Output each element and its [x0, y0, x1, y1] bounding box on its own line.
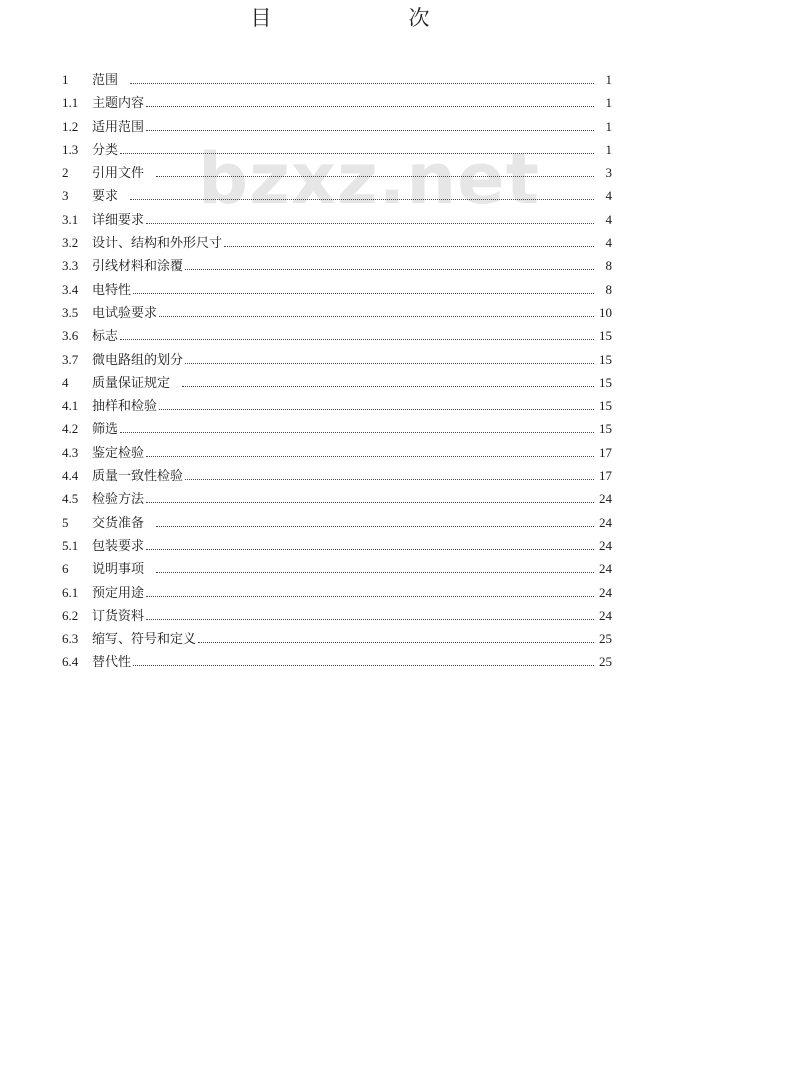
- toc-entry-page: 25: [599, 631, 612, 647]
- dot-leader: [156, 526, 594, 527]
- toc-entry: [62, 68, 612, 91]
- toc-entry-page: 10: [599, 304, 612, 320]
- toc-entry-title: 引线材料和涂覆: [92, 259, 184, 275]
- toc-entry-number: 6.2: [62, 607, 79, 623]
- toc-entry-title: 引用文件: [92, 166, 145, 182]
- dot-leader: [130, 199, 594, 200]
- dot-leader: [130, 83, 594, 84]
- toc-entry-page: 1: [605, 95, 612, 111]
- dot-leader: [146, 106, 594, 107]
- toc-entry-page: 1: [605, 141, 612, 157]
- table-of-contents: [62, 68, 612, 674]
- toc-entry-page: 24: [599, 584, 612, 600]
- toc-entry-number: 4.5: [62, 491, 79, 507]
- toc-entry-number: 4.2: [62, 421, 79, 437]
- dot-leader: [159, 409, 594, 410]
- toc-entry: [62, 394, 612, 417]
- dot-leader: [146, 596, 594, 597]
- toc-entry-number: 1: [62, 72, 69, 87]
- toc-entry-page: 17: [599, 444, 612, 460]
- toc-entry-page: 17: [599, 468, 612, 484]
- dot-leader: [198, 642, 594, 643]
- toc-entry: [62, 487, 612, 510]
- toc-entry-title: 电特性: [92, 282, 132, 298]
- toc-entry-title: 说明事项: [92, 562, 145, 578]
- toc-entry-page: 4: [605, 211, 612, 227]
- toc-entry-number: 3.4: [62, 281, 79, 297]
- toc-entry-number: 3.5: [62, 304, 79, 320]
- toc-entry-page: 1: [605, 72, 612, 87]
- toc-entry-page: 25: [599, 654, 612, 670]
- toc-entry-number: 3.7: [62, 351, 79, 367]
- toc-entry-number: 3.6: [62, 328, 79, 344]
- dot-leader: [156, 176, 594, 177]
- toc-entry-title: 质量保证规定: [92, 375, 171, 391]
- toc-entry: [62, 417, 612, 440]
- toc-entry-number: 6.4: [62, 654, 79, 670]
- dot-leader: [146, 549, 594, 550]
- toc-entry-number: 3: [62, 188, 69, 204]
- toc-entry-title: 抽样和检验: [92, 399, 158, 415]
- toc-entry: [62, 348, 612, 371]
- toc-entry-page: 24: [599, 514, 612, 530]
- toc-entry: [62, 138, 612, 161]
- toc-entry-page: 15: [599, 398, 612, 414]
- toc-entry-number: 4: [62, 374, 69, 390]
- toc-entry: [62, 511, 612, 534]
- toc-entry: [62, 371, 612, 394]
- dot-leader: [156, 572, 594, 573]
- toc-entry-title: 替代性: [92, 655, 132, 671]
- toc-entry-number: 5.1: [62, 537, 79, 553]
- toc-entry: [62, 115, 612, 138]
- toc-entry: [62, 441, 612, 464]
- toc-entry-title: 电试验要求: [92, 305, 158, 321]
- toc-entry: [62, 208, 612, 231]
- dot-leader: [185, 479, 594, 480]
- page-title: 目 次: [250, 6, 488, 30]
- toc-entry-page: 24: [599, 491, 612, 507]
- dot-leader: [185, 269, 594, 270]
- dot-leader: [185, 363, 594, 364]
- dot-leader: [120, 432, 594, 433]
- toc-entry-title: 分类: [92, 142, 119, 158]
- toc-entry: [62, 324, 612, 347]
- toc-entry: [62, 604, 612, 627]
- dot-leader: [146, 619, 594, 620]
- toc-entry-page: 15: [599, 374, 612, 390]
- toc-entry: [62, 231, 612, 254]
- toc-entry-number: 6.1: [62, 584, 79, 600]
- dot-leader: [120, 153, 594, 154]
- toc-entry-page: 4: [605, 188, 612, 204]
- dot-leader: [146, 456, 594, 457]
- toc-entry: [62, 254, 612, 277]
- toc-entry: [62, 557, 612, 580]
- toc-entry-title: 订货资料: [92, 608, 145, 624]
- toc-entry-title: 质量一致性检验: [92, 469, 184, 485]
- toc-entry-title: 主题内容: [92, 96, 145, 112]
- toc-entry-page: 15: [599, 351, 612, 367]
- toc-entry-page: 15: [599, 421, 612, 437]
- toc-entry-number: 4.3: [62, 444, 79, 460]
- dot-leader: [133, 665, 594, 666]
- toc-entry-title: 鉴定检验: [92, 445, 145, 461]
- toc-entry: [62, 91, 612, 114]
- toc-entry-number: 1.2: [62, 118, 79, 134]
- toc-entry-page: 3: [605, 165, 612, 181]
- toc-entry-page: 24: [599, 561, 612, 577]
- toc-entry-title: 标志: [92, 329, 119, 345]
- toc-entry: [62, 581, 612, 604]
- toc-entry-page: 4: [605, 235, 612, 251]
- toc-entry-title: 要求: [92, 189, 119, 205]
- toc-entry-title: 检验方法: [92, 492, 145, 508]
- toc-entry-number: 3.1: [62, 211, 79, 227]
- dot-leader: [159, 316, 594, 317]
- toc-entry-number: 6.3: [62, 631, 79, 647]
- toc-entry-number: 1.3: [62, 141, 79, 157]
- dot-leader: [120, 339, 594, 340]
- toc-entry-number: 6: [62, 561, 69, 577]
- toc-entry-page: 24: [599, 537, 612, 553]
- toc-entry: [62, 278, 612, 301]
- toc-entry-page: 24: [599, 607, 612, 623]
- toc-entry: [62, 301, 612, 324]
- toc-entry-number: 3.2: [62, 235, 79, 251]
- toc-entry-page: 15: [599, 328, 612, 344]
- toc-entry: [62, 627, 612, 650]
- toc-entry-title: 范围: [92, 73, 119, 88]
- toc-entry-number: 3.3: [62, 258, 79, 274]
- toc-entry-page: 8: [605, 258, 612, 274]
- toc-entry-number: 4.4: [62, 468, 79, 484]
- toc-entry: [62, 464, 612, 487]
- dot-leader: [182, 386, 594, 387]
- dot-leader: [133, 293, 594, 294]
- toc-entry-title: 筛选: [92, 422, 119, 438]
- toc-entry-page: 8: [605, 281, 612, 297]
- toc-entry-number: 2: [62, 165, 69, 181]
- dot-leader: [146, 130, 594, 131]
- toc-entry: [62, 184, 612, 207]
- toc-entry-number: 4.1: [62, 398, 79, 414]
- dot-leader: [146, 223, 594, 224]
- toc-entry-number: 1.1: [62, 95, 79, 111]
- watermark: bzxz.net: [198, 138, 541, 220]
- toc-entry-title: 适用范围: [92, 119, 145, 135]
- toc-entry-title: 预定用途: [92, 585, 145, 601]
- toc-entry-title: 缩写、符号和定义: [92, 632, 197, 648]
- toc-entry-title: 设计、结构和外形尺寸: [92, 236, 223, 252]
- toc-entry-title: 包装要求: [92, 538, 145, 554]
- toc-entry-title: 微电路组的划分: [92, 352, 184, 368]
- toc-entry: [62, 161, 612, 184]
- toc-entry: [62, 534, 612, 557]
- toc-entry: [62, 650, 612, 673]
- dot-leader: [224, 246, 594, 247]
- toc-entry-page: 1: [605, 118, 612, 134]
- dot-leader: [146, 502, 594, 503]
- toc-entry-title: 交货准备: [92, 515, 145, 531]
- toc-entry-title: 详细要求: [92, 212, 145, 228]
- toc-entry-number: 5: [62, 514, 69, 530]
